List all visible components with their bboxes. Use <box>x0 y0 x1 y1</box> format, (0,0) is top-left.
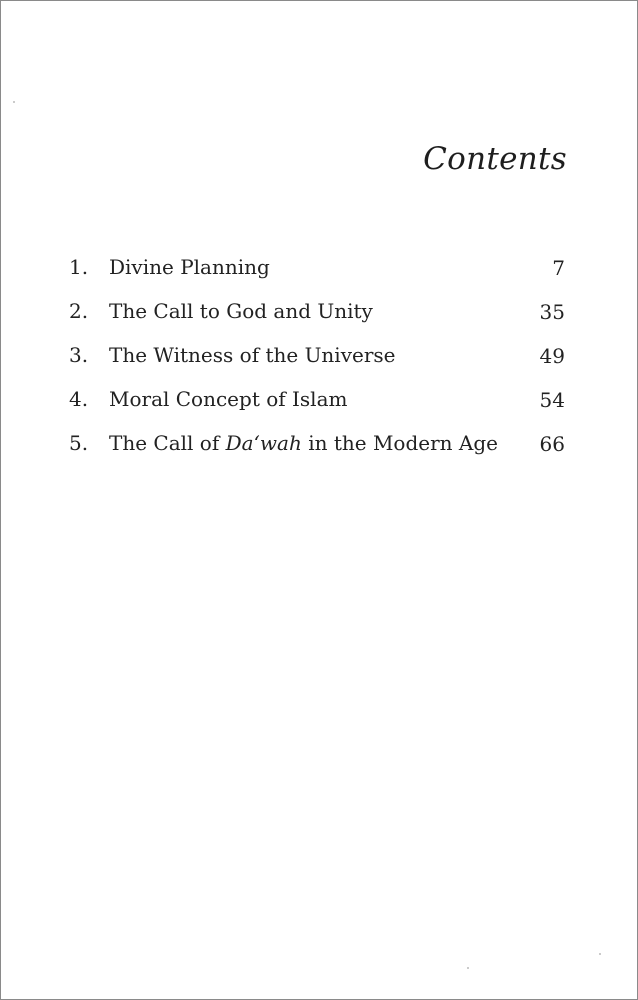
entry-number: 3. <box>69 343 89 367</box>
entry-title: Moral Concept of Islam <box>109 387 348 411</box>
table-of-contents <box>69 251 565 471</box>
paper-speck <box>13 101 15 103</box>
entry-page-number: 66 <box>539 432 565 456</box>
paper-speck <box>467 967 469 969</box>
entry-number: 5. <box>69 431 89 455</box>
entry-title-italic-term: Da‘wah <box>225 431 302 455</box>
entry-page-number: 35 <box>539 300 565 324</box>
toc-entry-1 <box>69 251 565 295</box>
entry-number: 2. <box>69 299 89 323</box>
entry-page-number: 7 <box>552 256 565 280</box>
contents-heading: Contents <box>423 141 567 177</box>
entry-page-number: 54 <box>539 388 565 412</box>
entry-page-number: 49 <box>539 344 565 368</box>
toc-entry-3 <box>69 339 565 383</box>
entry-title <box>109 427 498 459</box>
entry-title: The Witness of the Universe <box>109 343 396 367</box>
entry-number: 1. <box>69 255 89 279</box>
paper-speck <box>599 953 601 955</box>
toc-entry-4 <box>69 383 565 427</box>
entry-title: The Call to God and Unity <box>109 299 373 323</box>
entry-title-start: The Call of <box>109 431 226 455</box>
entry-title-end: in the Modern Age <box>301 431 498 455</box>
entry-number: 4. <box>69 387 89 411</box>
toc-entry-5 <box>69 427 565 471</box>
entry-title: Divine Planning <box>109 255 270 279</box>
toc-entry-2 <box>69 295 565 339</box>
